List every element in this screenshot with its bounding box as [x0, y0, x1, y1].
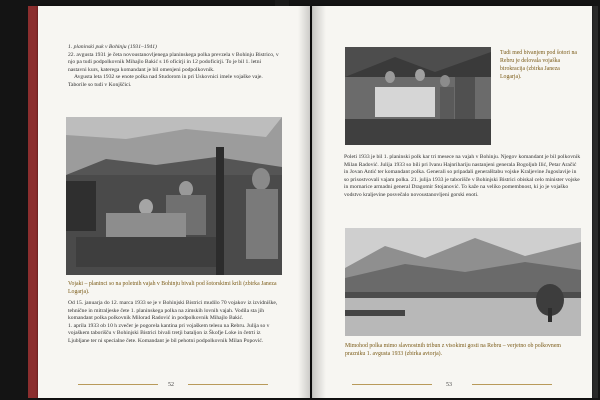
book-hinge — [275, 0, 289, 6]
footer-ornament — [352, 384, 432, 385]
page-number-right: 53 — [446, 382, 452, 388]
left-page — [38, 6, 310, 398]
footer-ornament — [188, 384, 268, 385]
photo-soldiers-tent — [66, 117, 282, 275]
paragraph: 22. avgusta 1931 je četa novoustanovljenega planinskega polka prevzela v Bohinju Bistrico, v njo pa tudi podpolkovnik Mihajlo Bakić s 16 oficirji in 12 podoficirji. To je bil 1. letni nastavni kurs, katerega komandant je bil omenjeni podpolkovnik. — [68, 51, 279, 73]
right-text — [344, 154, 582, 200]
footer-ornament — [472, 384, 552, 385]
chapter-title: 1. planinski puk v Bohinju (1931–1941) — [68, 44, 157, 50]
photo-military-camp — [345, 47, 491, 145]
book-spread — [30, 6, 592, 398]
paragraph: Avgusta leta 1932 se enote polka nad Studorom in pri Uskovnici imele vojaške vaje. Taborile so tudi v Konjščici. — [68, 74, 263, 88]
left-top-text — [68, 44, 280, 90]
photo-caption-left: Vojaki – planinci so na poletnih vajah v Bohinju bivali pod šotorskimi krili (zbirka Janeza Logarja). — [68, 281, 277, 295]
paragraph: Od 15. januarja do 12. marca 1933 se je v Bohinjski Bistrici mudilo 70 vojakov iz izvidniške, tehnične in mitraljeske čete 1. planinskega polka na zimskih lovnih vajah. Vodila sta jih komandant polka polkovnik Milorad Radović in podpolkovnik Mihajlo Bakić. — [68, 300, 278, 322]
photo-caption-bottom-right: Mimohod polka mimo slavnostnih tribun z visokimi gosti na Rebru – verjetno ob polkovnem prazniku 1. avgusta 1933 (zbirka avtorja). — [345, 343, 561, 357]
paragraph: Poleti 1933 je bil 1. planinski polk kar tri mesece na vajah v Bohinju. Njegov komandant je bil polkovnik Milan Radović. Julija 1933 so bili pri Ivanu Hajnrihariju nastanjeni generala Bogoljub Ilić, Petar Aračić in Jovan Antić ter komandant polka. Generali so pripadali generalštabu vojske Kraljevine Jugoslavije in so prisostvovali vajam polka. 21. julija 1933 je taborišče v Bohinjski Bistrici obiskal celo minister vojske in mornarice armadni general Dragomir Stojanović. To kaže na veliko pomembnost, ki jo je vojaško vodstvo kraljevine posvečalo novoustanovljeni gorski enoti. — [344, 154, 581, 198]
page-number-left: 52 — [168, 382, 174, 388]
right-page — [312, 6, 592, 398]
footer-ornament — [78, 384, 158, 385]
photo-parade — [345, 228, 581, 336]
book-cover-edge-right — [592, 6, 598, 398]
paragraph: 1. aprila 1933 ob 10 h zvečer je pogorela kantina pri vojaškem telesu na Rebru. Julija so v vojaškem taborišču v Bohinjski Bistrici bivali tretji bataljon iz Škofje Loke in četrti iz Ljubljane ter ni specialne čete. Komandant je bil pehotni podpolkovnik Milan Popović. — [68, 322, 270, 344]
photo-caption-top-right: Tudi med bivanjem pod šotori na Rebru je delovala vojaška birokracija (zbirka Janeza Logarja). — [500, 50, 577, 80]
left-bottom-text — [68, 300, 280, 346]
